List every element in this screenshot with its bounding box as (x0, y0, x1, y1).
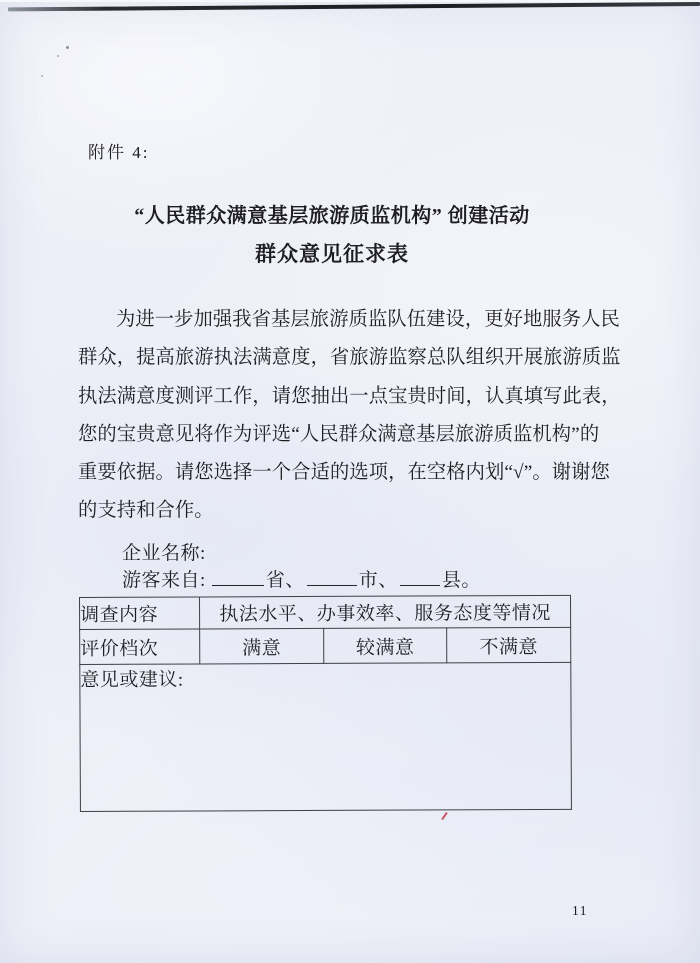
survey-content-label-cell: 调查内容 (80, 597, 200, 630)
paragraph-line: 重要依据。请您选择一个合适的选项，在空格内划“√”。谢谢您 (78, 462, 610, 484)
intro-paragraph (78, 301, 626, 531)
rating-option-unsatisfied: 不满意 (447, 627, 571, 663)
red-pen-speck (441, 812, 448, 821)
scan-edge-artifact (8, 2, 700, 11)
dust-speck (57, 55, 59, 57)
paragraph-line: 群众，提高旅游执法满意度，省旅游监察总队组织开展旅游质监 (78, 347, 621, 369)
title-line-1: “人民群众满意基层旅游质监机构” 创建活动 (134, 205, 530, 227)
document-title (27, 201, 637, 269)
scan-top-margin (0, 0, 700, 2)
title-line-2: 群众意见征求表 (255, 242, 409, 266)
table-row-comments (80, 662, 572, 811)
paragraph-line: 为进一步加强我省基层旅游质监队伍建设，更好地服务人民 (116, 309, 620, 330)
company-name-label: 企业名称: (122, 543, 206, 564)
province-blank-field (212, 568, 264, 586)
comments-cell: 意见或建议: (80, 662, 572, 811)
dust-speck (41, 75, 43, 77)
city-suffix: 市、 (358, 570, 398, 591)
paragraph-line: 您的宝贵意见将作为评选“人民群众满意基层旅游质监机构”的 (78, 423, 600, 445)
attachment-label: 附件 4: (88, 143, 150, 162)
tourist-origin-label: 游客来自: (122, 570, 206, 591)
county-blank-field (400, 568, 440, 586)
rating-label-cell: 评价档次 (80, 629, 200, 665)
dust-speck (66, 46, 69, 49)
tourist-origin-line (122, 565, 481, 592)
paragraph-line: 执法满意度测评工作，请您抽出一点宝贵时间，认真填写此表， (78, 385, 621, 407)
rating-option-satisfied: 满意 (200, 628, 324, 664)
page-number: 11 (572, 903, 588, 918)
province-suffix: 省、 (265, 570, 305, 591)
rating-option-fairly-satisfied: 较满意 (324, 628, 447, 664)
city-blank-field (307, 568, 357, 586)
survey-table (79, 595, 572, 812)
table-row-rating-levels (80, 627, 571, 664)
county-suffix: 县。 (441, 570, 481, 591)
table-row-survey-content (80, 595, 571, 629)
survey-content-value-cell: 执法水平、办事效率、服务态度等情况 (200, 595, 571, 629)
paragraph-line: 的支持和合作。 (78, 500, 214, 522)
